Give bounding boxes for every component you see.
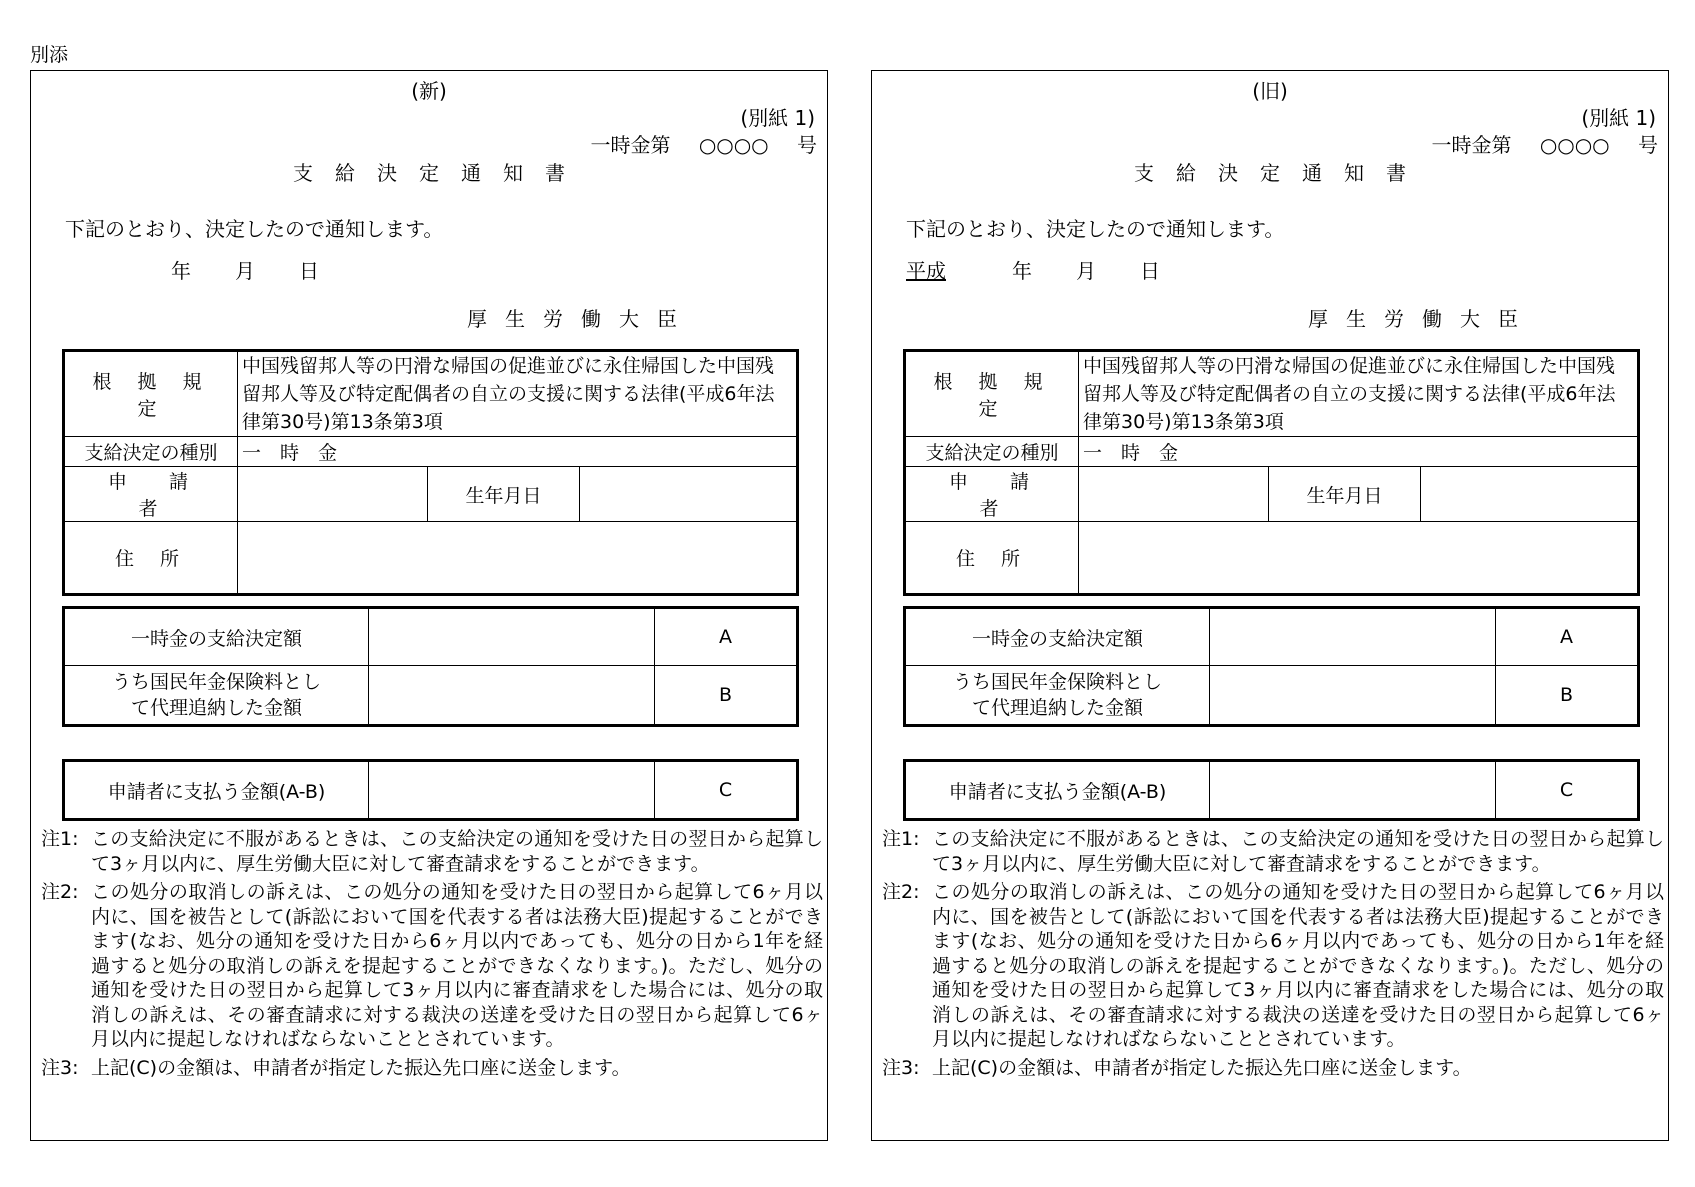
decided-amount-label: 一時金の支給決定額 xyxy=(905,608,1210,666)
date-month: 月 xyxy=(1076,259,1096,283)
note-text: この支給決定に不服があるときは、この支給決定の通知を受けた日の翌日から起算して3ヶ月以内に、厚生労働大臣に対して審査請求をすることができます。 xyxy=(91,828,823,875)
note-text: 上記(C)の金額は、申請者が指定した振込先口座に送金します。 xyxy=(91,1056,631,1079)
pension-amount-label: うち国民年金保険料として代理追納した金額 xyxy=(905,666,1210,726)
panel-heading: (旧) xyxy=(1252,79,1288,103)
pension-amount-code: B xyxy=(1496,666,1639,726)
pay-amount-label: 申請者に支払う金額(A-B) xyxy=(905,761,1210,820)
type-value: 一 時 金 xyxy=(1079,437,1639,467)
note-label: 注2: xyxy=(882,881,920,903)
note-item xyxy=(882,1056,1664,1081)
date-year: 年 xyxy=(1012,259,1032,283)
birthdate-value xyxy=(1421,467,1639,522)
amount-table xyxy=(903,606,1640,727)
pension-amount-code: B xyxy=(655,666,798,726)
intro-text: 下記のとおり、決定したので通知します。 xyxy=(906,217,1285,241)
note-item xyxy=(41,880,823,1052)
bessi-label: (別紙 1) xyxy=(740,106,815,130)
decided-amount-code: A xyxy=(1496,608,1639,666)
pay-amount-label: 申請者に支払う金額(A-B) xyxy=(64,761,369,820)
note-item xyxy=(41,1056,823,1081)
document-title: 支給決定通知書 xyxy=(1134,161,1428,185)
note-item xyxy=(882,880,1664,1052)
date-month: 月 xyxy=(235,259,255,283)
note-label: 注1: xyxy=(882,828,920,850)
bessi-label: (別紙 1) xyxy=(1581,106,1656,130)
decided-amount-value xyxy=(1210,608,1496,666)
note-label: 注1: xyxy=(41,828,79,850)
pension-amount-value xyxy=(1210,666,1496,726)
address-value xyxy=(238,522,798,595)
pay-table xyxy=(903,759,1640,821)
decided-amount-code: A xyxy=(655,608,798,666)
applicant-label: 申請者 xyxy=(905,467,1079,522)
decided-amount-label: 一時金の支給決定額 xyxy=(64,608,369,666)
applicant-label: 申請者 xyxy=(64,467,238,522)
note-text: 上記(C)の金額は、申請者が指定した振込先口座に送金します。 xyxy=(932,1056,1472,1079)
note-text: この処分の取消しの訴えは、この処分の通知を受けた日の翌日から起算して6ヶ月以内に、国を被告として(訴訟において国を代表する者は法務大臣)提起することができます(なお、処分の通知を受けた日から6ヶ月以内であっても、処分の日から1年を経過すると処分の取消しの訴えを提起することができなくなります。)。ただし、処分の通知を受けた日の翌日から起算して3ヶ月以内に審査請求をした場合には、処分の取消しの訴えは、その審査請求に対する裁決の送達を受けた日の翌日から起算して6ヶ月以内に提起しなければならないこととされています。 xyxy=(91,881,823,1050)
birthdate-value xyxy=(580,467,798,522)
note-label: 注3: xyxy=(882,1056,920,1079)
basis-text: 中国残留邦人等の円滑な帰国の促進並びに永住帰国した中国残留邦人等及び特定配偶者の自立の支援に関する法律(平成6年法律第30号)第13条第3項 xyxy=(1079,351,1639,437)
date-day: 日 xyxy=(299,259,319,283)
pay-table xyxy=(62,759,799,821)
type-value: 一 時 金 xyxy=(238,437,798,467)
date-year: 年 xyxy=(171,259,191,283)
birthdate-label: 生年月日 xyxy=(1269,467,1421,522)
date-era: 平成 xyxy=(906,259,946,283)
address-label: 住所 xyxy=(64,522,238,595)
panel-old xyxy=(871,70,1669,1141)
pay-amount-code: C xyxy=(655,761,798,820)
note-label: 注2: xyxy=(41,881,79,903)
pension-amount-label: うち国民年金保険料として代理追納した金額 xyxy=(64,666,369,726)
attachment-label: 別添 xyxy=(30,44,69,66)
minister-name: 厚生労働大臣 xyxy=(1308,307,1536,331)
pay-amount-value xyxy=(369,761,655,820)
note-item xyxy=(41,827,823,876)
note-item xyxy=(882,827,1664,876)
notes xyxy=(882,827,1664,1084)
document-title: 支給決定通知書 xyxy=(293,161,587,185)
panel-new xyxy=(30,70,828,1141)
pay-amount-code: C xyxy=(1496,761,1639,820)
amount-table xyxy=(62,606,799,727)
info-table xyxy=(62,349,799,596)
minister-name: 厚生労働大臣 xyxy=(467,307,695,331)
address-label: 住所 xyxy=(905,522,1079,595)
date-line xyxy=(906,255,1160,284)
basis-label: 根拠規定 xyxy=(64,351,238,437)
date-day: 日 xyxy=(1140,259,1160,283)
note-label: 注3: xyxy=(41,1056,79,1079)
applicant-value xyxy=(1079,467,1269,522)
pay-amount-value xyxy=(1210,761,1496,820)
type-label: 支給決定の種別 xyxy=(64,437,238,467)
date-line xyxy=(65,255,319,284)
basis-text: 中国残留邦人等の円滑な帰国の促進並びに永住帰国した中国残留邦人等及び特定配偶者の自立の支援に関する法律(平成6年法律第30号)第13条第3項 xyxy=(238,351,798,437)
pension-amount-value xyxy=(369,666,655,726)
decided-amount-value xyxy=(369,608,655,666)
type-label: 支給決定の種別 xyxy=(905,437,1079,467)
address-value xyxy=(1079,522,1639,595)
applicant-value xyxy=(238,467,428,522)
panel-heading: (新) xyxy=(411,79,447,103)
birthdate-label: 生年月日 xyxy=(428,467,580,522)
note-text: この支給決定に不服があるときは、この支給決定の通知を受けた日の翌日から起算して3ヶ月以内に、厚生労働大臣に対して審査請求をすることができます。 xyxy=(932,828,1664,875)
notes xyxy=(41,827,823,1084)
note-text: この処分の取消しの訴えは、この処分の通知を受けた日の翌日から起算して6ヶ月以内に、国を被告として(訴訟において国を代表する者は法務大臣)提起することができます(なお、処分の通知を受けた日から6ヶ月以内であっても、処分の日から1年を経過すると処分の取消しの訴えを提起することができなくなります。)。ただし、処分の通知を受けた日の翌日から起算して3ヶ月以内に審査請求をした場合には、処分の取消しの訴えは、その審査請求に対する裁決の送達を受けた日の翌日から起算して6ヶ月以内に提起しなければならないこととされています。 xyxy=(932,881,1664,1050)
info-table xyxy=(903,349,1640,596)
intro-text: 下記のとおり、決定したので通知します。 xyxy=(65,217,444,241)
notice-number: 一時金第 ○○○○ 号 xyxy=(590,133,817,157)
basis-label: 根拠規定 xyxy=(905,351,1079,437)
notice-number: 一時金第 ○○○○ 号 xyxy=(1431,133,1658,157)
